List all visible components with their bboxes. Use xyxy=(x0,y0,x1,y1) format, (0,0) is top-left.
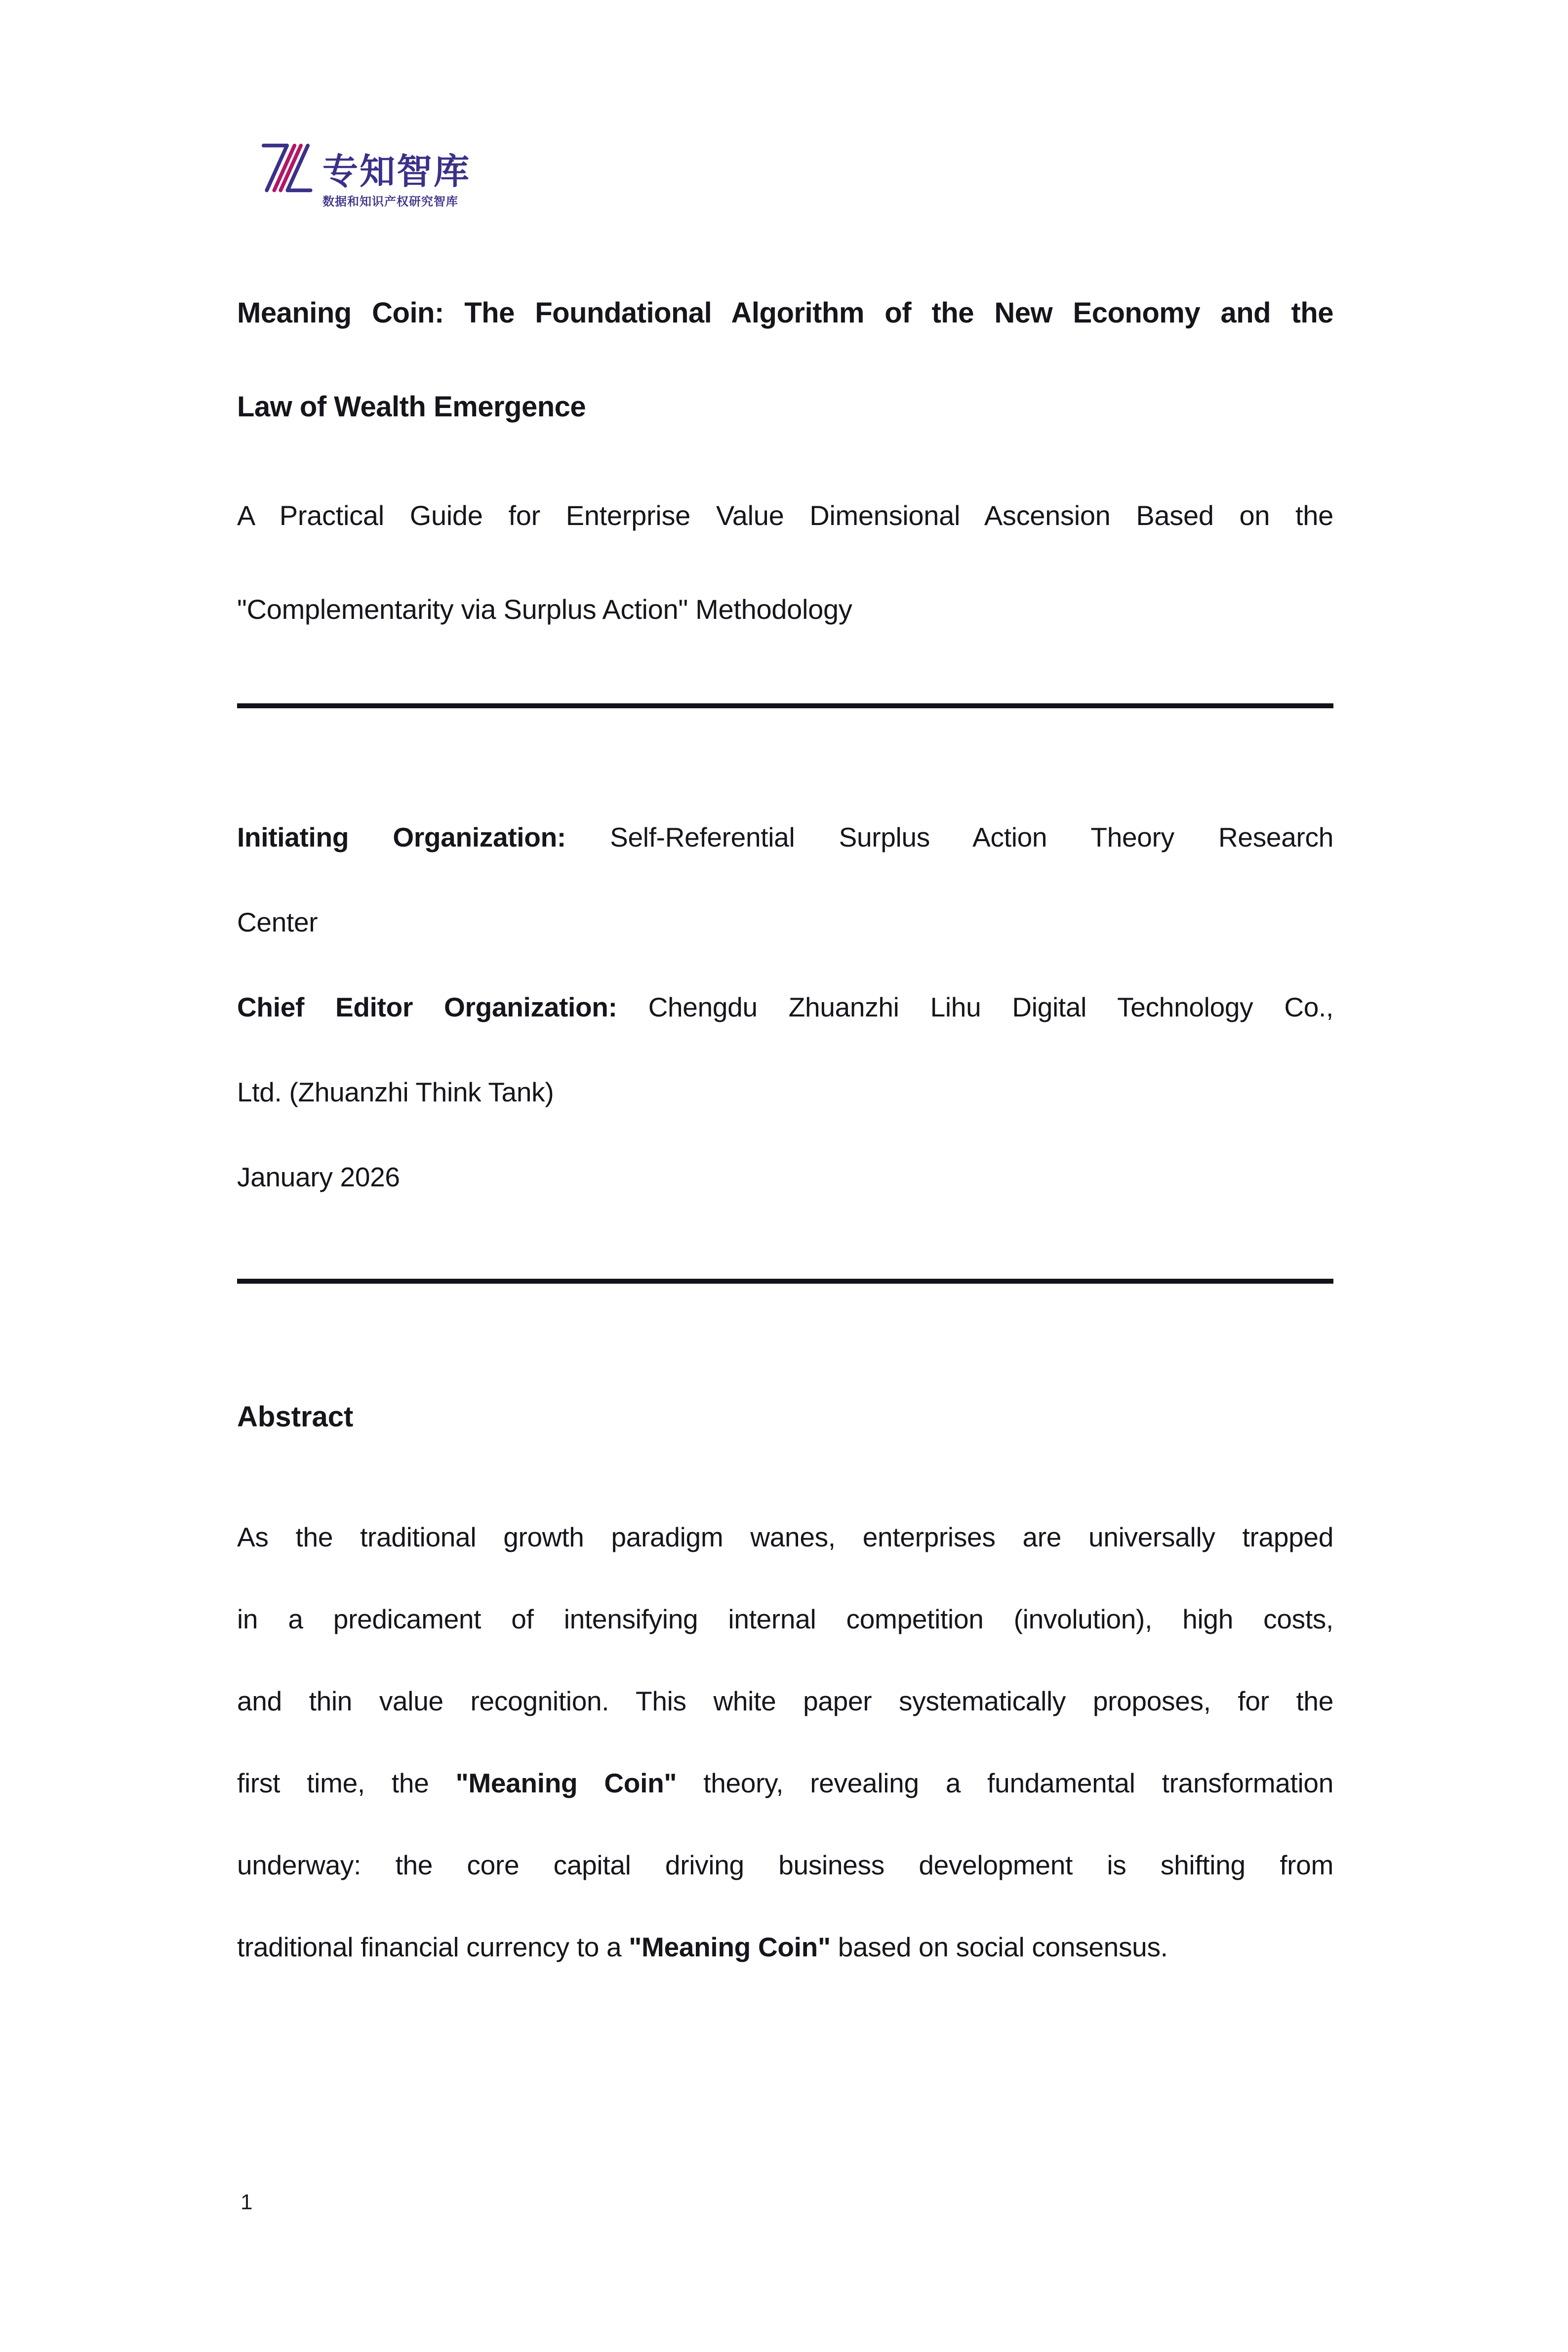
horizontal-rule-bottom xyxy=(237,1279,1333,1284)
initiating-organization-line-1 xyxy=(237,795,1333,880)
initiating-organization-label: Initiating Organization: xyxy=(237,822,566,852)
zhuanzhi-logo xyxy=(259,134,1333,219)
subtitle-line-2: "Complementarity via Surplus Action" Methodology xyxy=(237,594,852,625)
abstract-line-4-post: theory, revealing a fundamental transformation xyxy=(677,1768,1333,1798)
publication-date: January 2026 xyxy=(237,1162,400,1192)
horizontal-rule-top xyxy=(237,703,1333,708)
abstract-line-4-bold-term: "Meaning Coin" xyxy=(455,1768,677,1798)
logo-wordmark: 专知智库 xyxy=(322,152,471,192)
abstract-line-5: underway: the core capital driving business development is shifting from xyxy=(237,1850,1333,1880)
abstract-line-1: As the traditional growth paradigm wanes, enterprises are universally trapped xyxy=(237,1522,1333,1552)
abstract-line-4 xyxy=(237,1742,1333,1824)
abstract-line-4-pre: first time, the xyxy=(237,1768,456,1798)
logo-tagline: 数据和知识产权研究智库 xyxy=(322,195,458,208)
chief-editor-organization-value: Chengdu Zhuanzhi Lihu Digital Technology Co., xyxy=(617,992,1333,1022)
chief-editor-organization-label: Chief Editor Organization: xyxy=(237,992,617,1022)
abstract-line-6-bold-term: "Meaning Coin" xyxy=(629,1932,831,1962)
abstract-line-6-post: based on social consensus. xyxy=(830,1932,1168,1962)
abstract-line-3: and thin value recognition. This white paper systematically proposes, for the xyxy=(237,1686,1333,1716)
chief-editor-organization-line-2: Ltd. (Zhuanzhi Think Tank) xyxy=(237,1077,554,1107)
initiating-organization-value: Self-Referential Surplus Action Theory Research xyxy=(565,822,1333,852)
document-title xyxy=(237,266,1333,454)
title-line-1: Meaning Coin: The Foundational Algorithm of the New Economy and the xyxy=(237,297,1333,329)
chief-editor-organization-line-1 xyxy=(237,965,1333,1050)
abstract-line-6 xyxy=(237,1906,1333,1988)
title-line-2: Law of Wealth Emergence xyxy=(237,391,586,423)
abstract-body xyxy=(237,1496,1333,1988)
abstract-line-2: in a predicament of intensifying internal competition (involution), high costs, xyxy=(237,1604,1333,1634)
organization-block xyxy=(237,795,1333,1219)
page-number: 1 xyxy=(241,2190,253,2214)
logo-text-column xyxy=(322,151,471,211)
document-page xyxy=(0,134,1568,2352)
zhuanzhi-logo-mark-icon xyxy=(259,141,313,195)
subtitle-line-1: A Practical Guide for Enterprise Value Dimensional Ascension Based on the xyxy=(237,500,1333,531)
abstract-line-6-pre: traditional financial currency to a xyxy=(237,1932,629,1962)
initiating-organization-line-2: Center xyxy=(237,907,318,937)
document-subtitle xyxy=(237,469,1333,656)
abstract-heading: Abstract xyxy=(237,1401,354,1433)
